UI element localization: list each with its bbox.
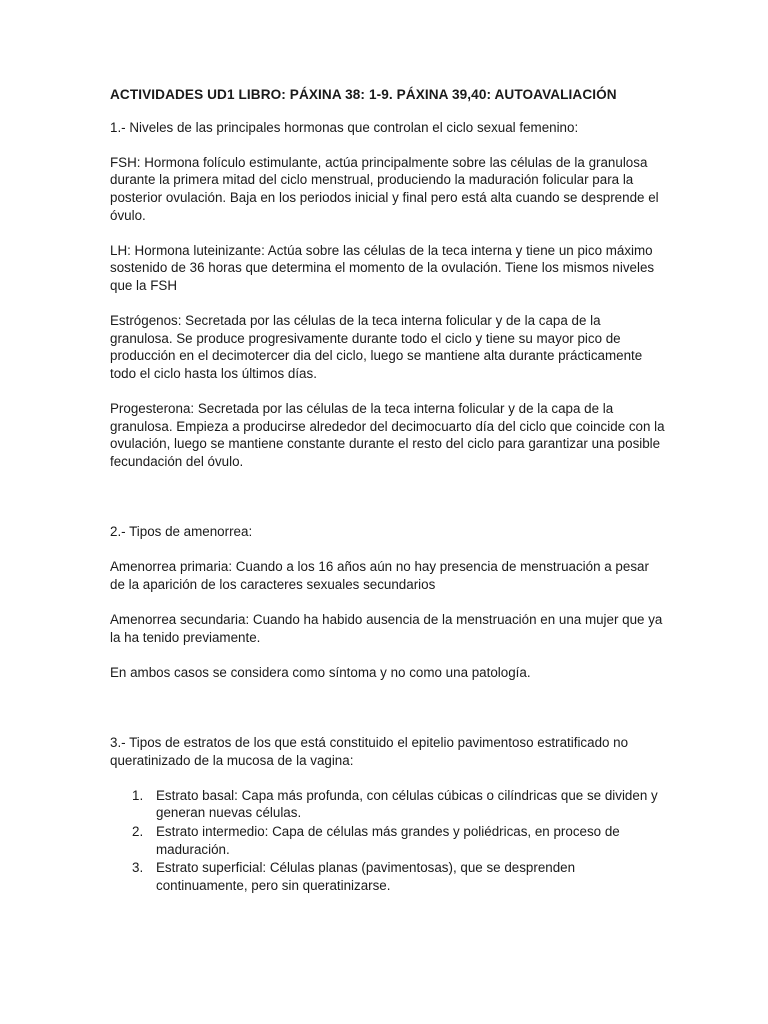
list-number: 3. xyxy=(132,860,144,876)
list-item xyxy=(110,823,665,858)
document-page xyxy=(110,86,665,895)
section-spacer xyxy=(110,699,665,734)
section2-heading: 2.- Tipos de amenorrea: xyxy=(110,524,253,540)
list-item xyxy=(110,859,665,894)
secondary-amenorrhea-paragraph: Amenorrea secundaria: Cuando ha habido ausencia de la menstruación en una mujer que ya la ha tenido previamente. xyxy=(110,612,663,645)
section1-heading: 1.- Niveles de las principales hormonas que controlan el ciclo sexual femenino: xyxy=(110,119,579,135)
progesterone-paragraph: Progesterona: Secretada por las células de la teca interna folicular y de la capa de la granulosa. Empieza a producirse alrededor del decimocuarto día del ciclo que coincide con la ovulación, luego se mantiene constante durante el resto del ciclo para garantizar una posible fecundación del óvulo. xyxy=(110,401,665,469)
both-cases-paragraph: En ambos casos se considera como síntoma y no como una patología. xyxy=(110,664,531,680)
list-text: Estrato basal: Capa más profunda, con células cúbicas o cilíndricas que se dividen y generan nuevas células. xyxy=(156,787,658,821)
section-spacer xyxy=(110,488,665,523)
document-title: ACTIVIDADES UD1 LIBRO: PÁXINA 38: 1-9. PÁXINA 39,40: AUTOAVALIACIÓN xyxy=(110,87,617,102)
list-number: 2. xyxy=(132,823,144,839)
list-text: Estrato intermedio: Capa de células más grandes y poliédricas, en proceso de maduración. xyxy=(156,823,620,857)
fsh-paragraph: FSH: Hormona folículo estimulante, actúa principalmente sobre las células de la granulosa durante la primera mitad del ciclo menstrual, produciendo la maduración folicular para la posterior ovulación. Baja en los periodos inicial y final pero está alta cuando se desprende el óvulo. xyxy=(110,154,659,223)
list-text: Estrato superficial: Células planas (pavimentosas), que se desprenden continuamente, pero sin queratinizarse. xyxy=(156,860,576,893)
strata-list xyxy=(110,787,665,895)
lh-paragraph: LH: Hormona luteinizante: Actúa sobre las células de la teca interna y tiene un pico máximo sostenido de 36 horas que determina el momento de la ovulación. Tiene los mismos niveles que la FSH xyxy=(110,242,655,293)
section3-heading: 3.- Tipos de estratos de los que está constituido el epitelio pavimentoso estratificado no queratinizado de la mucosa de la vagina: xyxy=(110,735,629,768)
primary-amenorrhea-paragraph: Amenorrea primaria: Cuando a los 16 años aún no hay presencia de menstruación a pesar de la aparición de los caracteres sexuales secundarios xyxy=(110,559,649,592)
list-item xyxy=(110,787,665,822)
estrogen-paragraph: Estrógenos: Secretada por las células de la teca interna folicular y de la capa de la granulosa. Se produce progresivamente durante todo el ciclo y tiene su mayor pico de producción en el decimotercer dia del ciclo, luego se mantiene alta durante prácticamente todo el ciclo hasta los últimos días. xyxy=(110,313,643,381)
list-number: 1. xyxy=(132,787,144,803)
